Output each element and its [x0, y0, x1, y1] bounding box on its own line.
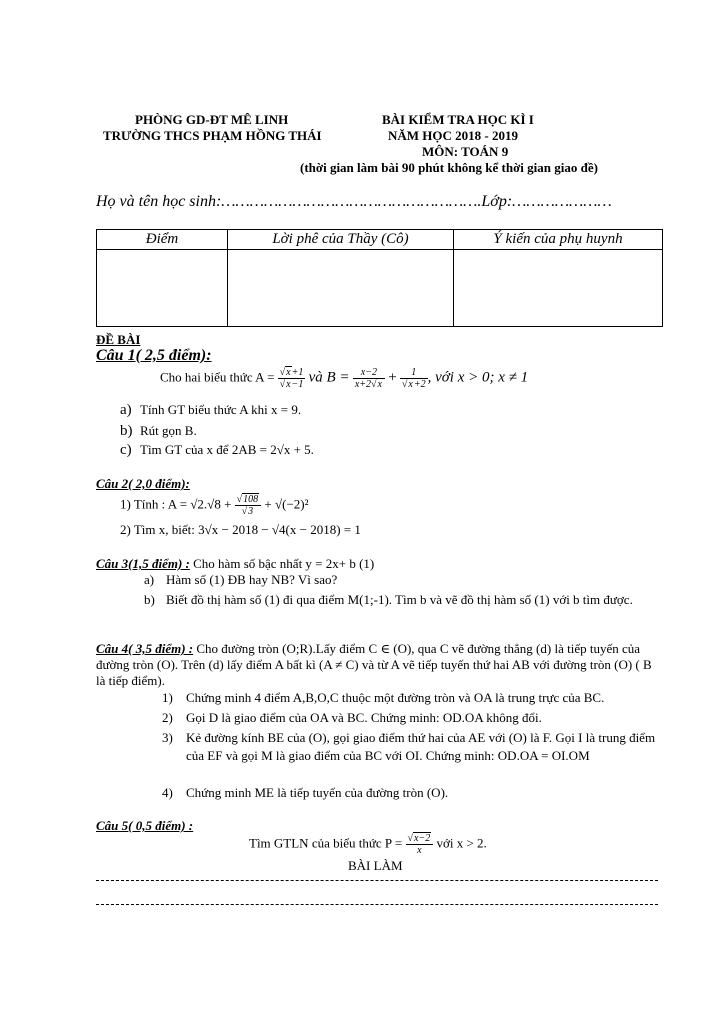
q4-heading: Câu 4( 3,5 điểm) : Cho đường tròn (O;R).Lấy điểm C ∈ (O), qua C vẽ đường thẳng (d) là tiếp tuyến của đường tròn (O). Trên (d) lấy điểm A bất kì (A ≠ C) và từ A vẽ tiếp tuyến thứ hai AB với đường tròn (O) ( B là tiếp điểm).	[96, 641, 652, 688]
q4-item-2: 2) Gọi D là giao điểm của OA và BC. Chứng minh: OD.OA không đổi.	[162, 710, 542, 725]
q2-fraction: $\frac{√108}{√3}$	[235, 494, 262, 517]
q5-line: Tìm GTLN của biểu thức P = $\frac{√x-2}{x}$ với x > 2.	[249, 833, 487, 856]
q1-item-b: b) Rút gọn B.	[120, 423, 197, 439]
q4-title: Câu 4( 3,5 điểm) :	[96, 641, 194, 656]
section-de-bai: ĐỀ BÀI	[96, 332, 141, 347]
grade-table	[96, 229, 663, 327]
school-name: TRƯỜNG THCS PHẠM HỒNG THÁI	[103, 128, 322, 143]
q1-item-a: a) Tính GT biểu thức A khi x = 9.	[120, 402, 302, 418]
q1-item-c: c) Tìm GT của x để 2AB = 2√x + 5.	[120, 442, 314, 458]
q5-fraction: $\frac{√x-2}{x}$	[406, 833, 434, 856]
dept-name: PHÒNG GD-ĐT MÊ LINH	[135, 112, 289, 127]
q2-item-1: 1) Tính : A = √2.√8 + $\frac{√108}{√3}$ + √(−2)²	[120, 494, 309, 517]
q3-item-a: a) Hàm số (1) ĐB hay NB? Vì sao?	[144, 572, 338, 587]
school-year: NĂM HỌC 2018 - 2019	[388, 128, 518, 143]
q2-item-2: 2) Tìm x, biết: 3√x − 2018 − √4(x − 2018) = 1	[120, 522, 361, 537]
teacher-comment-cell	[228, 250, 454, 327]
q1-formula-line: Cho hai biểu thức A = $\frac{√x+1}{√x-1}$ và B = $\frac{x-2}{x+2√x}$ + $\frac{1}{√x+2}$ , với x > 0; x ≠ 1	[160, 367, 529, 390]
q1-title: Câu 1( 2,5 điểm):	[96, 347, 212, 364]
score-cell	[97, 250, 228, 327]
q3-heading: Câu 3(1,5 điểm) : Cho hàm số bậc nhất y = 2x+ b (1)	[96, 556, 375, 571]
q4-item-1: 1) Chứng minh 4 điểm A,B,O,C thuộc một đường tròn và OA là trung trực của BC.	[162, 690, 605, 705]
q4-item-4: 4) Chứng minh ME là tiếp tuyến của đường tròn (O).	[162, 785, 449, 800]
q1-fraction-a: $\frac{√x+1}{√x-1}$	[279, 367, 304, 390]
header-parent-comment: Ý kiến của phụ huynh	[454, 230, 663, 250]
header-score: Điểm	[97, 230, 228, 250]
q1-condition: , với x > 0; x ≠ 1	[427, 369, 529, 386]
q4-item-3: 3) Kẻ đường kính BE của (O), gọi giao điểm thứ hai của AE với (O) là F. Gọi I là trung điểm của EF và gọi M là giao điểm của BC với OI. Chứng minh: OD.OA = OI.OM	[162, 730, 656, 763]
subject: MÔN: TOÁN 9	[422, 144, 509, 159]
parent-comment-cell	[454, 250, 663, 327]
q1-intro: Cho hai biểu thức A =	[160, 369, 275, 385]
answer-line-2	[96, 904, 658, 905]
time-note: (thời gian làm bài 90 phút không kể thời gian giao đề)	[300, 160, 598, 175]
q1-fraction-b1: $\frac{x-2}{x+2√x}$	[353, 367, 385, 390]
q3-title: Câu 3(1,5 điểm) :	[96, 556, 190, 571]
bai-lam: BÀI LÀM	[348, 858, 403, 873]
exam-title: BÀI KIỂM TRA HỌC KÌ I	[382, 112, 534, 127]
q2-title: Câu 2( 2,0 điểm):	[96, 476, 190, 491]
q1-and-b: và B =	[308, 369, 350, 386]
q5-title: Câu 5( 0,5 điểm) :	[96, 818, 194, 833]
student-info-line: Họ và tên học sinh:……………………………………………….Lớp:…………………	[96, 193, 612, 210]
q3-item-b: b) Biết đồ thị hàm số (1) đi qua điểm M(1;-1). Tìm b và vẽ đồ thị hàm số (1) với b tìm được.	[144, 592, 633, 607]
answer-line-1	[96, 880, 658, 881]
q1-fraction-b2: $\frac{1}{√x+2}$	[401, 367, 426, 390]
header-teacher-comment: Lời phê của Thầy (Cô)	[228, 230, 454, 250]
